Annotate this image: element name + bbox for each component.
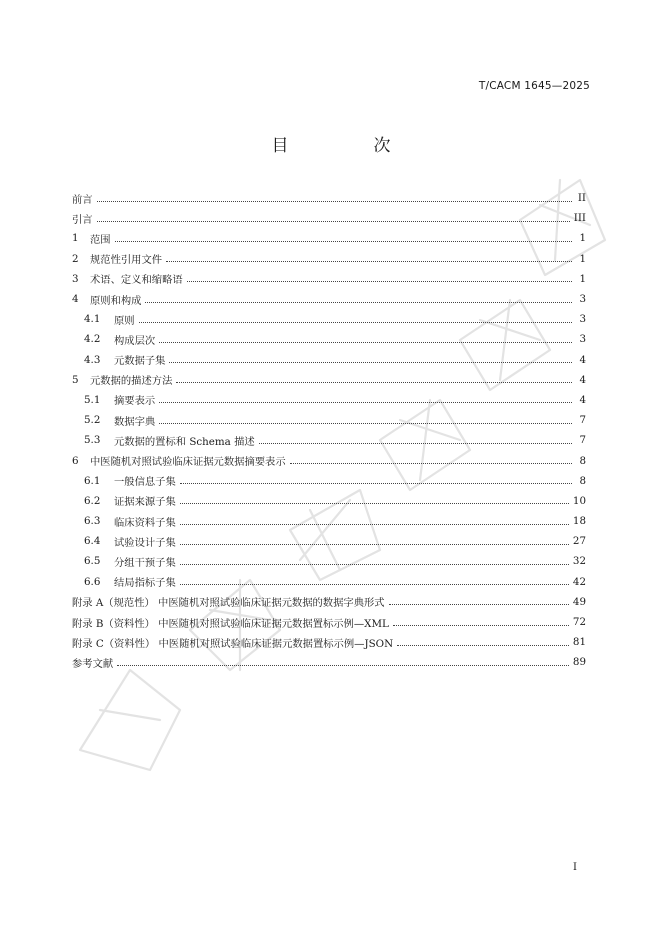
toc-entry-label: 数据字典 xyxy=(114,415,156,428)
toc-entry-number: 5.3 xyxy=(84,434,101,447)
toc-entry[interactable] xyxy=(72,531,586,551)
toc-entry-number: 6.3 xyxy=(84,515,101,528)
toc-entry-page: 3 xyxy=(579,333,586,346)
toc-entry-label: 一般信息子集 xyxy=(114,476,176,489)
toc-entry[interactable] xyxy=(72,430,586,450)
toc-dot-leader xyxy=(115,241,572,242)
toc-entry-number: 2 xyxy=(72,252,79,265)
toc-dot-leader xyxy=(397,645,569,646)
toc-entry[interactable] xyxy=(72,652,586,672)
toc-entry-page: III xyxy=(573,212,586,225)
toc-entry-page: 18 xyxy=(572,515,586,528)
toc-entry-number: 6.6 xyxy=(84,575,101,588)
table-of-contents xyxy=(72,188,586,673)
toc-entry-number: 5 xyxy=(72,373,79,386)
toc-dot-leader xyxy=(159,342,572,343)
toc-entry-label: 试验设计子集 xyxy=(114,536,176,549)
toc-entry-label: 参考文献 xyxy=(72,657,114,670)
toc-entry-number: 4.1 xyxy=(84,313,101,326)
toc-dot-leader xyxy=(180,503,569,504)
toc-entry-number: 6.2 xyxy=(84,494,101,507)
toc-dot-leader xyxy=(180,584,569,585)
toc-entry-number: 4 xyxy=(72,293,79,306)
toc-entry-label: 附录 C（资料性） 中医随机对照试验临床证据元数据置标示例—JSON xyxy=(72,637,394,650)
toc-entry-label: 分组干预子集 xyxy=(114,556,176,569)
toc-entry[interactable] xyxy=(72,188,586,208)
toc-entry-page: 7 xyxy=(579,414,586,427)
toc-entry-label: 构成层次 xyxy=(114,334,156,347)
toc-entry-page: 1 xyxy=(579,272,586,285)
toc-entry-number: 4.2 xyxy=(84,333,101,346)
toc-entry-label: 结局指标子集 xyxy=(114,577,176,590)
toc-entry-page: 8 xyxy=(579,474,586,487)
toc-entry[interactable] xyxy=(72,491,586,511)
toc-dot-leader xyxy=(176,382,572,383)
toc-entry[interactable] xyxy=(72,612,586,632)
toc-entry-label: 范围 xyxy=(90,233,111,246)
toc-entry[interactable] xyxy=(72,551,586,571)
toc-entry-number: 3 xyxy=(72,272,79,285)
toc-entry-page: 1 xyxy=(579,232,586,245)
toc-entry-number: 6.4 xyxy=(84,535,101,548)
toc-entry[interactable] xyxy=(72,309,586,329)
toc-entry-label: 原则和构成 xyxy=(90,294,142,307)
toc-entry-page: 8 xyxy=(579,454,586,467)
toc-entry-page: 3 xyxy=(579,313,586,326)
toc-dot-leader xyxy=(389,604,569,605)
toc-dot-leader xyxy=(180,524,569,525)
toc-entry-page: II xyxy=(577,192,586,205)
toc-entry[interactable] xyxy=(72,289,586,309)
toc-dot-leader xyxy=(180,564,569,565)
toc-entry-number: 6.1 xyxy=(84,474,101,487)
toc-entry[interactable] xyxy=(72,410,586,430)
toc-dot-leader xyxy=(259,443,572,444)
toc-entry[interactable] xyxy=(72,511,586,531)
page-number: I xyxy=(573,862,577,873)
toc-entry[interactable] xyxy=(72,471,586,491)
toc-entry[interactable] xyxy=(72,572,586,592)
toc-entry-label: 证据来源子集 xyxy=(114,496,176,509)
toc-entry[interactable] xyxy=(72,632,586,652)
toc-entry-page: 81 xyxy=(572,636,586,649)
toc-dot-leader xyxy=(290,463,572,464)
toc-dot-leader xyxy=(145,302,572,303)
toc-entry-page: 3 xyxy=(579,293,586,306)
toc-dot-leader xyxy=(117,665,569,666)
toc-entry[interactable] xyxy=(72,370,586,390)
toc-entry-label: 附录 B（资料性） 中医随机对照试验临床证据元数据置标示例—XML xyxy=(72,617,389,630)
toc-entry-page: 10 xyxy=(572,494,586,507)
toc-entry-page: 72 xyxy=(572,616,586,629)
toc-entry[interactable] xyxy=(72,390,586,410)
toc-dot-leader xyxy=(393,625,569,626)
toc-entry-page: 42 xyxy=(572,575,586,588)
toc-entry-label: 附录 A（规范性） 中医随机对照试验临床证据元数据的数据字典形式 xyxy=(72,597,385,610)
toc-entry-label: 临床资料子集 xyxy=(114,516,176,529)
toc-dot-leader xyxy=(180,483,572,484)
toc-entry-page: 4 xyxy=(579,353,586,366)
toc-entry-label: 摘要表示 xyxy=(114,395,156,408)
toc-dot-leader xyxy=(187,281,572,282)
toc-entry-label: 原则 xyxy=(114,314,135,327)
toc-entry[interactable] xyxy=(72,228,586,248)
toc-entry-page: 7 xyxy=(579,434,586,447)
toc-dot-leader xyxy=(169,362,572,363)
toc-dot-leader xyxy=(97,221,570,222)
toc-entry-number: 1 xyxy=(72,232,79,245)
document-code: T/CACM 1645—2025 xyxy=(478,80,590,92)
toc-dot-leader xyxy=(166,261,572,262)
toc-entry-label: 元数据的置标和 Schema 描述 xyxy=(114,435,255,448)
toc-entry[interactable] xyxy=(72,329,586,349)
toc-entry[interactable] xyxy=(72,592,586,612)
toc-entry-label: 术语、定义和缩略语 xyxy=(90,274,183,287)
toc-dot-leader xyxy=(97,201,572,202)
toc-entry[interactable] xyxy=(72,208,586,228)
toc-entry-label: 元数据子集 xyxy=(114,355,166,368)
toc-dot-leader xyxy=(180,544,569,545)
toc-entry-number: 6 xyxy=(72,454,79,467)
toc-entry[interactable] xyxy=(72,350,586,370)
toc-entry-page: 32 xyxy=(572,555,586,568)
toc-entry-page: 4 xyxy=(579,373,586,386)
toc-entry-label: 中医随机对照试验临床证据元数据摘要表示 xyxy=(90,456,286,469)
toc-entry[interactable] xyxy=(72,249,586,269)
toc-entry-label: 引言 xyxy=(72,213,93,226)
toc-entry-number: 5.2 xyxy=(84,414,101,427)
toc-entry-number: 4.3 xyxy=(84,353,101,366)
toc-entry-label: 规范性引用文件 xyxy=(90,254,163,267)
toc-entry-label: 前言 xyxy=(72,193,93,206)
toc-entry-page: 4 xyxy=(579,393,586,406)
page-title: 目 次 xyxy=(271,136,425,156)
toc-entry-label: 元数据的描述方法 xyxy=(90,375,173,388)
toc-entry-number: 6.5 xyxy=(84,555,101,568)
toc-entry-page: 49 xyxy=(572,595,586,608)
toc-entry[interactable] xyxy=(72,450,586,470)
toc-entry-page: 1 xyxy=(579,252,586,265)
toc-dot-leader xyxy=(159,423,572,424)
toc-entry-page: 27 xyxy=(572,535,586,548)
toc-entry[interactable] xyxy=(72,269,586,289)
toc-dot-leader xyxy=(139,322,572,323)
toc-entry-page: 89 xyxy=(572,656,586,669)
toc-dot-leader xyxy=(159,402,572,403)
toc-entry-number: 5.1 xyxy=(84,393,101,406)
